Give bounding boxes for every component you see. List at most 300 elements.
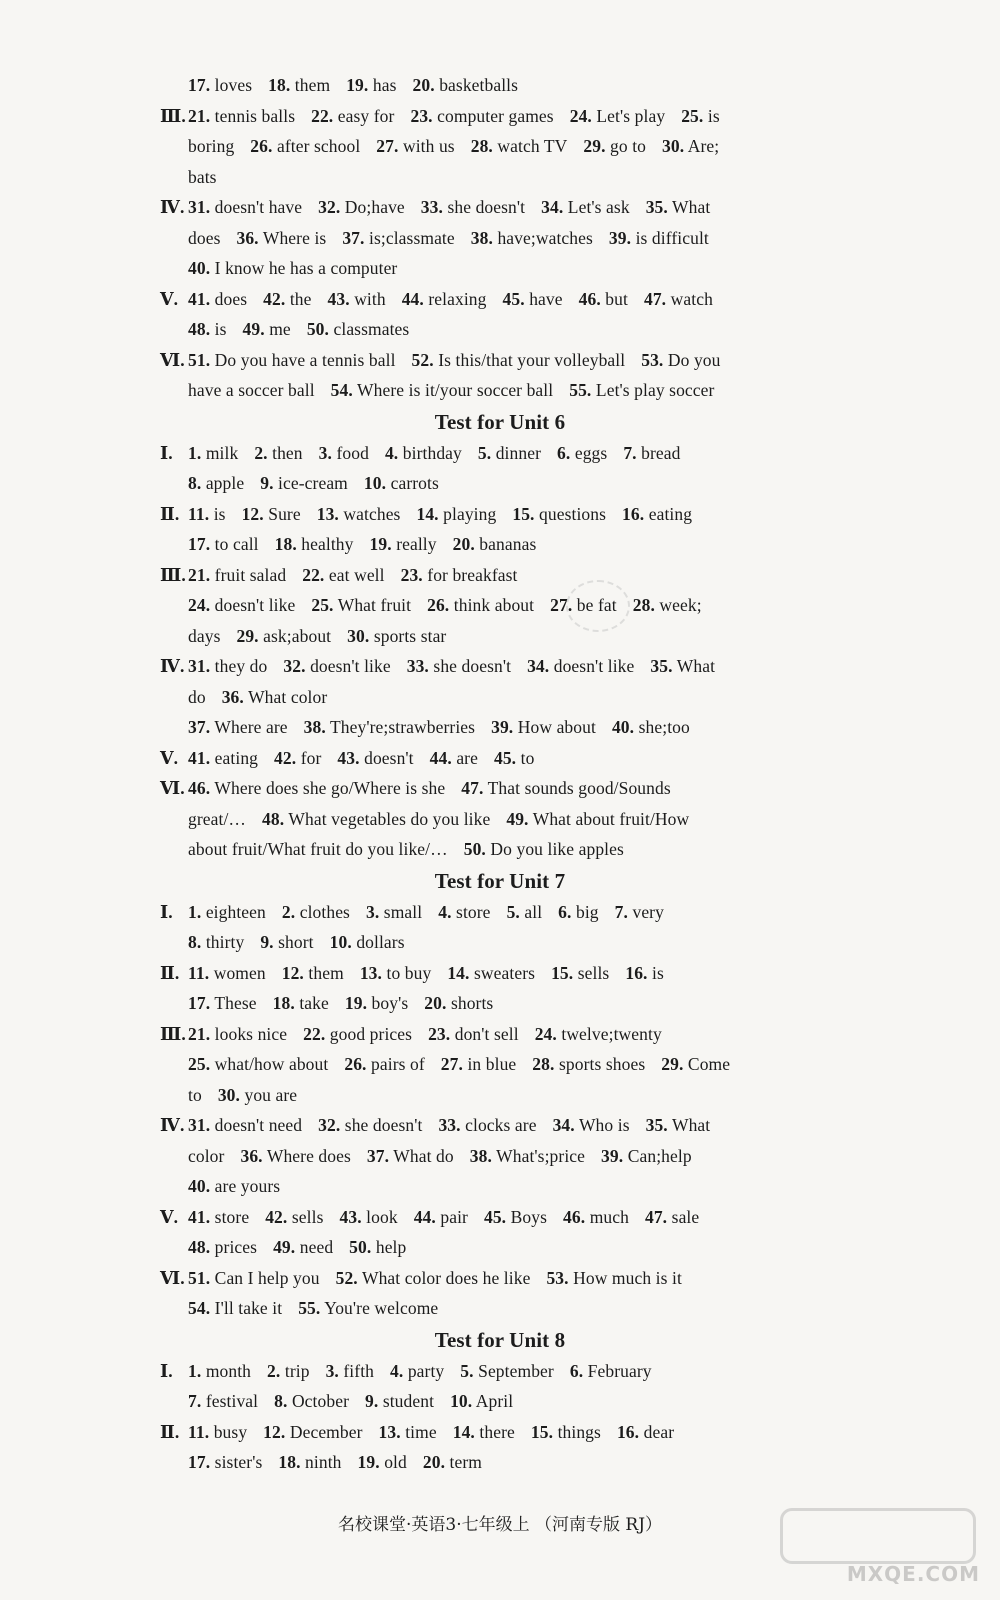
- answer-text: what/how about: [214, 1054, 329, 1074]
- answer-item: [557, 443, 607, 463]
- answer-number: 14.: [416, 503, 439, 524]
- answer-text: there: [479, 1421, 515, 1442]
- answer-text: have: [529, 288, 563, 309]
- answer-number: 36.: [236, 227, 259, 248]
- answer-item: [625, 963, 664, 983]
- answer-number: 45.: [493, 747, 517, 768]
- answer-number: 42.: [265, 1206, 288, 1227]
- answer-item: [260, 473, 348, 493]
- answer-item: [365, 1391, 434, 1411]
- answer-item: [491, 717, 596, 737]
- answer-continuation-row: [0, 590, 1000, 621]
- answer-number: 10.: [450, 1391, 473, 1411]
- answer-text: food: [336, 442, 369, 463]
- answer-text: eggs: [574, 442, 608, 463]
- answer-number: 30.: [347, 625, 370, 646]
- answer-text: dear: [643, 1421, 675, 1442]
- section-numeral: Ⅰ.: [160, 901, 173, 922]
- answer-item: [282, 902, 350, 922]
- answer-text: old: [384, 1452, 407, 1472]
- answer-number: 6.: [569, 1360, 584, 1381]
- section-numeral: Ⅰ.: [160, 442, 173, 463]
- answer-number: 44.: [401, 288, 424, 309]
- answer-text: trip: [284, 1360, 310, 1381]
- answer-number: 46.: [563, 1206, 586, 1227]
- answer-item: [188, 932, 244, 952]
- answer-continuation-row: [0, 1171, 1000, 1202]
- answer-number: 37.: [342, 227, 365, 248]
- answer-text: is: [214, 319, 227, 339]
- answer-continuation-row: [0, 1386, 1000, 1417]
- answer-text: she doesn't: [447, 197, 526, 217]
- answer-item: [579, 289, 628, 309]
- answer-number: 9.: [365, 1391, 379, 1411]
- answer-item: [307, 319, 410, 339]
- answer-item: [188, 1146, 224, 1166]
- answer-text: What's;price: [496, 1145, 586, 1166]
- answer-section-row: [0, 101, 1000, 132]
- answer-text: What fruit: [337, 595, 412, 615]
- answer-item: [188, 289, 247, 309]
- answer-number: 54.: [188, 1298, 211, 1318]
- answer-item: [438, 902, 490, 922]
- answer-item: [427, 595, 534, 615]
- answer-number: 32.: [318, 1115, 341, 1135]
- answer-item: [450, 1391, 513, 1411]
- answer-item: [242, 504, 301, 524]
- answer-item: [570, 1361, 652, 1381]
- answer-item: [188, 167, 217, 187]
- answer-number: 46.: [578, 288, 601, 309]
- answer-section-row: [0, 284, 1000, 315]
- answer-item: [623, 443, 680, 463]
- answer-continuation-row: [0, 988, 1000, 1019]
- answer-item: [188, 1207, 249, 1227]
- answer-number: 40.: [188, 258, 211, 278]
- answer-number: 33.: [438, 1115, 461, 1135]
- answer-number: 44.: [413, 1206, 436, 1227]
- answer-number: 43.: [339, 1206, 362, 1227]
- answer-item: [267, 1361, 310, 1381]
- answer-item: [188, 1176, 280, 1196]
- answer-text: doesn't like: [214, 595, 296, 615]
- answer-number: 21.: [188, 564, 211, 585]
- answer-section-row: [0, 345, 1000, 376]
- answer-text: be fat: [576, 595, 617, 615]
- answer-text: birthday: [402, 442, 462, 463]
- answer-section-row: [0, 1019, 1000, 1050]
- answer-text: fifth: [343, 1360, 375, 1381]
- answer-item: [531, 1422, 601, 1442]
- answer-section-row: [0, 499, 1000, 530]
- answer-item: [532, 1054, 645, 1074]
- answer-item: [346, 75, 396, 95]
- answer-item: [331, 380, 554, 400]
- page-footer: 名校课堂·英语3·七年级上 （河南专版 RJ）: [337, 1515, 663, 1535]
- answer-number: 55.: [298, 1298, 321, 1318]
- answer-number: 28.: [532, 1054, 555, 1074]
- answer-number: 14.: [452, 1421, 475, 1442]
- answer-number: 23.: [410, 105, 433, 126]
- answer-text: help: [375, 1237, 407, 1257]
- answer-item: [401, 565, 518, 585]
- answer-number: 17.: [188, 993, 211, 1013]
- section-numeral: Ⅱ.: [160, 962, 180, 983]
- answer-item: [298, 1298, 438, 1318]
- answer-item: [360, 963, 432, 983]
- answer-number: 4.: [390, 1360, 404, 1381]
- answer-item: [366, 902, 422, 922]
- answer-text: they do: [214, 656, 268, 676]
- answer-item: [188, 534, 259, 554]
- answer-text: watch: [670, 288, 713, 309]
- answer-number: 17.: [188, 1452, 211, 1472]
- answer-number: 50.: [306, 319, 329, 339]
- answer-text: doesn't need: [214, 1115, 303, 1135]
- answer-item: [273, 993, 329, 1013]
- answer-text: bats: [188, 166, 217, 187]
- answer-number: 11.: [188, 503, 210, 524]
- answer-number: 30.: [217, 1084, 240, 1105]
- answer-item: [563, 1207, 629, 1227]
- answer-number: 20.: [422, 1452, 446, 1472]
- answer-continuation-row: [0, 1232, 1000, 1263]
- answer-number: 43.: [327, 288, 350, 309]
- answer-number: 14.: [447, 962, 470, 983]
- answer-number: 16.: [625, 962, 648, 983]
- answer-number: 54.: [330, 380, 353, 400]
- answer-item: [283, 656, 390, 676]
- answer-text: sale: [671, 1206, 700, 1227]
- answer-item: [414, 1207, 468, 1227]
- answer-text: Where is it/your soccer ball: [357, 380, 554, 400]
- answer-item: [188, 136, 234, 156]
- answer-text: Boys: [510, 1206, 548, 1227]
- answer-text: fruit salad: [214, 564, 287, 585]
- answer-text: sports star: [373, 625, 447, 646]
- answer-item: [661, 1054, 730, 1074]
- section-numeral: Ⅴ.: [160, 288, 179, 309]
- answer-item: [188, 1024, 287, 1044]
- answer-text: but: [605, 288, 628, 309]
- answer-item: [263, 1422, 362, 1442]
- answer-number: 18.: [278, 1452, 301, 1472]
- answer-number: 33.: [406, 656, 429, 676]
- answer-text: bread: [641, 442, 681, 463]
- answer-item: [260, 932, 313, 952]
- watermark-text: MXQE.COM: [846, 1562, 980, 1586]
- answer-item: [367, 1146, 454, 1166]
- answer-text: great/…: [188, 808, 247, 829]
- answer-section-row: [0, 1356, 1000, 1387]
- answer-item: [188, 504, 226, 524]
- answer-number: 24.: [569, 105, 592, 126]
- answer-item: [250, 136, 360, 156]
- answer-number: 34.: [552, 1115, 575, 1135]
- answer-number: 25.: [188, 1054, 211, 1074]
- answer-number: 6.: [558, 901, 572, 922]
- answer-item: [188, 595, 295, 615]
- answer-number: 23.: [428, 1023, 451, 1044]
- answer-number: 40.: [611, 717, 635, 737]
- answer-text: much: [589, 1206, 629, 1227]
- answer-item: [318, 197, 405, 217]
- answer-item: [262, 809, 490, 829]
- answer-number: 12.: [241, 503, 264, 524]
- answer-number: 2.: [267, 1360, 281, 1381]
- answer-text: These: [214, 993, 257, 1013]
- answer-item: [541, 197, 630, 217]
- answer-item: [470, 1146, 585, 1166]
- answer-item: [222, 687, 328, 707]
- answer-section-row: [0, 651, 1000, 682]
- answer-section-row: [0, 1417, 1000, 1448]
- answer-number: 19.: [369, 534, 392, 554]
- answer-text: really: [396, 534, 437, 554]
- section-numeral: Ⅳ.: [160, 656, 185, 676]
- answer-number: 5.: [477, 442, 492, 463]
- answer-item: [646, 1115, 711, 1135]
- answer-number: 25.: [681, 105, 704, 126]
- answer-item: [188, 319, 227, 339]
- answer-text: me: [269, 319, 291, 339]
- answer-item: [268, 75, 330, 95]
- answer-item: [188, 1422, 247, 1442]
- answer-item: [240, 1146, 350, 1166]
- answer-item: [413, 75, 519, 95]
- answer-text: What about fruit/How: [532, 808, 690, 829]
- answer-item: [254, 443, 302, 463]
- answer-number: 37.: [366, 1145, 390, 1166]
- answer-number: 50.: [463, 839, 486, 859]
- answer-number: 2.: [281, 901, 296, 922]
- answer-section-row: [0, 1202, 1000, 1233]
- answer-number: 29.: [661, 1054, 684, 1074]
- answer-text: How much is it: [573, 1267, 682, 1288]
- answer-text: Can;help: [627, 1145, 692, 1166]
- answer-text: Do you: [667, 349, 721, 370]
- answer-item: [402, 289, 487, 309]
- answer-text: October: [291, 1391, 349, 1411]
- answer-text: don't sell: [454, 1023, 519, 1044]
- answer-item: [188, 687, 206, 707]
- answer-item: [507, 902, 543, 922]
- answer-number: 15.: [551, 962, 574, 983]
- answer-number: 36.: [240, 1145, 263, 1166]
- answer-number: 33.: [420, 197, 443, 217]
- answer-number: 19.: [357, 1452, 380, 1472]
- answer-number: 27.: [550, 595, 573, 615]
- answer-item: [390, 1361, 444, 1381]
- answer-number: 22.: [311, 105, 334, 126]
- answer-item: [347, 626, 446, 646]
- answer-item: [188, 1237, 257, 1257]
- answer-item: [622, 504, 692, 524]
- answer-text: good prices: [329, 1023, 413, 1044]
- answer-number: 5.: [506, 901, 520, 922]
- answer-number: 4.: [384, 442, 399, 463]
- answer-text: are yours: [214, 1176, 281, 1196]
- answer-item: [188, 963, 266, 983]
- answer-text: Sure: [268, 503, 301, 524]
- answer-text: shorts: [450, 993, 494, 1013]
- answer-item: [633, 595, 702, 615]
- answer-number: 31.: [188, 656, 211, 676]
- answer-text: women: [213, 962, 266, 983]
- answer-number: 20.: [424, 993, 447, 1013]
- answer-item: [188, 473, 244, 493]
- answer-text: with us: [402, 136, 455, 156]
- answer-item: [319, 443, 369, 463]
- answer-number: 5.: [460, 1360, 474, 1381]
- answer-number: 15.: [530, 1421, 554, 1442]
- answer-item: [274, 748, 321, 768]
- answer-text: pair: [440, 1206, 468, 1227]
- answer-continuation-row: [0, 468, 1000, 499]
- answer-text: doesn't: [364, 747, 414, 768]
- answer-text: thirty: [205, 932, 245, 952]
- answer-text: Where is: [262, 227, 327, 248]
- answer-number: 22.: [303, 1023, 326, 1044]
- answer-text: she doesn't: [344, 1115, 423, 1135]
- answer-item: [188, 1085, 202, 1105]
- answer-number: 41.: [188, 747, 211, 768]
- answer-item: [453, 534, 537, 554]
- answer-text: them: [308, 962, 344, 983]
- section-numeral: Ⅵ.: [160, 1267, 185, 1288]
- answer-item: [337, 748, 413, 768]
- answer-item: [569, 380, 714, 400]
- answer-continuation-row: [0, 70, 1000, 101]
- answer-text: very: [632, 901, 664, 922]
- answer-item: [302, 565, 384, 585]
- answer-number: 38.: [469, 1145, 492, 1166]
- answer-item: [188, 809, 246, 829]
- answer-text: What: [671, 1115, 711, 1135]
- answer-item: [236, 626, 331, 646]
- answer-section-row: [0, 1263, 1000, 1294]
- answer-text: Do you like apples: [490, 839, 624, 859]
- answer-text: I'll take it: [214, 1298, 283, 1318]
- answer-item: [188, 197, 302, 217]
- answer-number: 20.: [452, 534, 475, 554]
- answer-item: [423, 1452, 482, 1472]
- answer-number: 10.: [329, 932, 352, 952]
- answer-item: [617, 1422, 674, 1442]
- answer-item: [282, 963, 344, 983]
- answer-number: 45.: [502, 288, 525, 309]
- answer-text: is: [213, 503, 226, 524]
- answer-item: [342, 228, 454, 248]
- answer-page: [0, 70, 1000, 1478]
- answer-continuation-row: [0, 712, 1000, 743]
- answer-text: go to: [610, 136, 647, 156]
- answer-number: 47.: [644, 1206, 668, 1227]
- answer-item: [330, 932, 405, 952]
- answer-item: [503, 289, 563, 309]
- answer-text: pairs of: [371, 1054, 425, 1074]
- answer-text: to: [188, 1084, 202, 1105]
- watermark-logo-icon: [780, 1508, 976, 1564]
- answer-continuation-row: [0, 1447, 1000, 1478]
- answer-text: them: [294, 75, 331, 95]
- answer-text: milk: [205, 442, 239, 463]
- answer-number: 8.: [188, 932, 202, 952]
- section-numeral: Ⅲ.: [160, 1023, 186, 1044]
- answer-number: 48.: [188, 1237, 211, 1257]
- answer-text: I know he has a computer: [214, 258, 398, 278]
- answer-number: 55.: [569, 380, 592, 400]
- answer-text: watch TV: [497, 136, 568, 156]
- answer-text: things: [557, 1421, 601, 1442]
- answer-item: [340, 1207, 398, 1227]
- answer-number: 20.: [412, 75, 435, 95]
- answer-text: Who is: [578, 1115, 630, 1135]
- answer-text: is: [707, 105, 720, 126]
- answer-item: [317, 504, 401, 524]
- answer-text: September: [478, 1360, 554, 1381]
- answer-item: [570, 106, 665, 126]
- answer-item: [461, 778, 671, 798]
- answer-number: 19.: [346, 75, 369, 95]
- answer-item: [447, 963, 535, 983]
- answer-item: [311, 595, 411, 615]
- answer-item: [236, 228, 326, 248]
- answer-text: term: [449, 1452, 483, 1472]
- answer-item: [453, 1422, 515, 1442]
- answer-text: doesn't have: [214, 197, 303, 217]
- answer-text: student: [382, 1391, 435, 1411]
- answer-text: Let's play: [596, 105, 666, 126]
- answer-number: 42.: [263, 288, 286, 309]
- answer-item: [188, 993, 257, 1013]
- answer-text: What vegetables do you like: [288, 808, 491, 829]
- answer-number: 48.: [262, 808, 285, 829]
- answer-text: party: [407, 1360, 445, 1381]
- answer-section-row: [0, 897, 1000, 928]
- answer-number: 7.: [614, 901, 628, 922]
- answer-section-row: [0, 192, 1000, 223]
- answer-item: [641, 350, 720, 370]
- answer-number: 17.: [188, 534, 211, 554]
- section-numeral: Ⅵ.: [160, 349, 185, 370]
- answer-item: [494, 748, 534, 768]
- answer-text: big: [575, 901, 599, 922]
- answer-number: 31.: [188, 1115, 211, 1135]
- answer-text: prices: [214, 1237, 258, 1257]
- section-numeral: Ⅴ.: [160, 747, 179, 768]
- answer-number: 32.: [318, 197, 341, 217]
- answer-item: [379, 1422, 437, 1442]
- answer-item: [188, 228, 220, 248]
- answer-item: [364, 473, 439, 493]
- answer-item: [376, 136, 454, 156]
- answer-number: 12.: [263, 1421, 286, 1442]
- answer-number: 51.: [188, 349, 211, 370]
- answer-text: she;too: [638, 717, 690, 737]
- answer-item: [650, 656, 715, 676]
- answer-continuation-row: [0, 529, 1000, 560]
- answer-item: [527, 656, 634, 676]
- answer-text: questions: [539, 503, 607, 524]
- answer-text: need: [299, 1237, 334, 1257]
- answer-text: clocks are: [465, 1115, 537, 1135]
- answer-number: 27.: [440, 1054, 463, 1074]
- answer-number: 17.: [188, 75, 211, 95]
- answer-text: basketballs: [439, 75, 519, 95]
- answer-continuation-row: [0, 162, 1000, 193]
- answer-text: eating: [214, 747, 259, 768]
